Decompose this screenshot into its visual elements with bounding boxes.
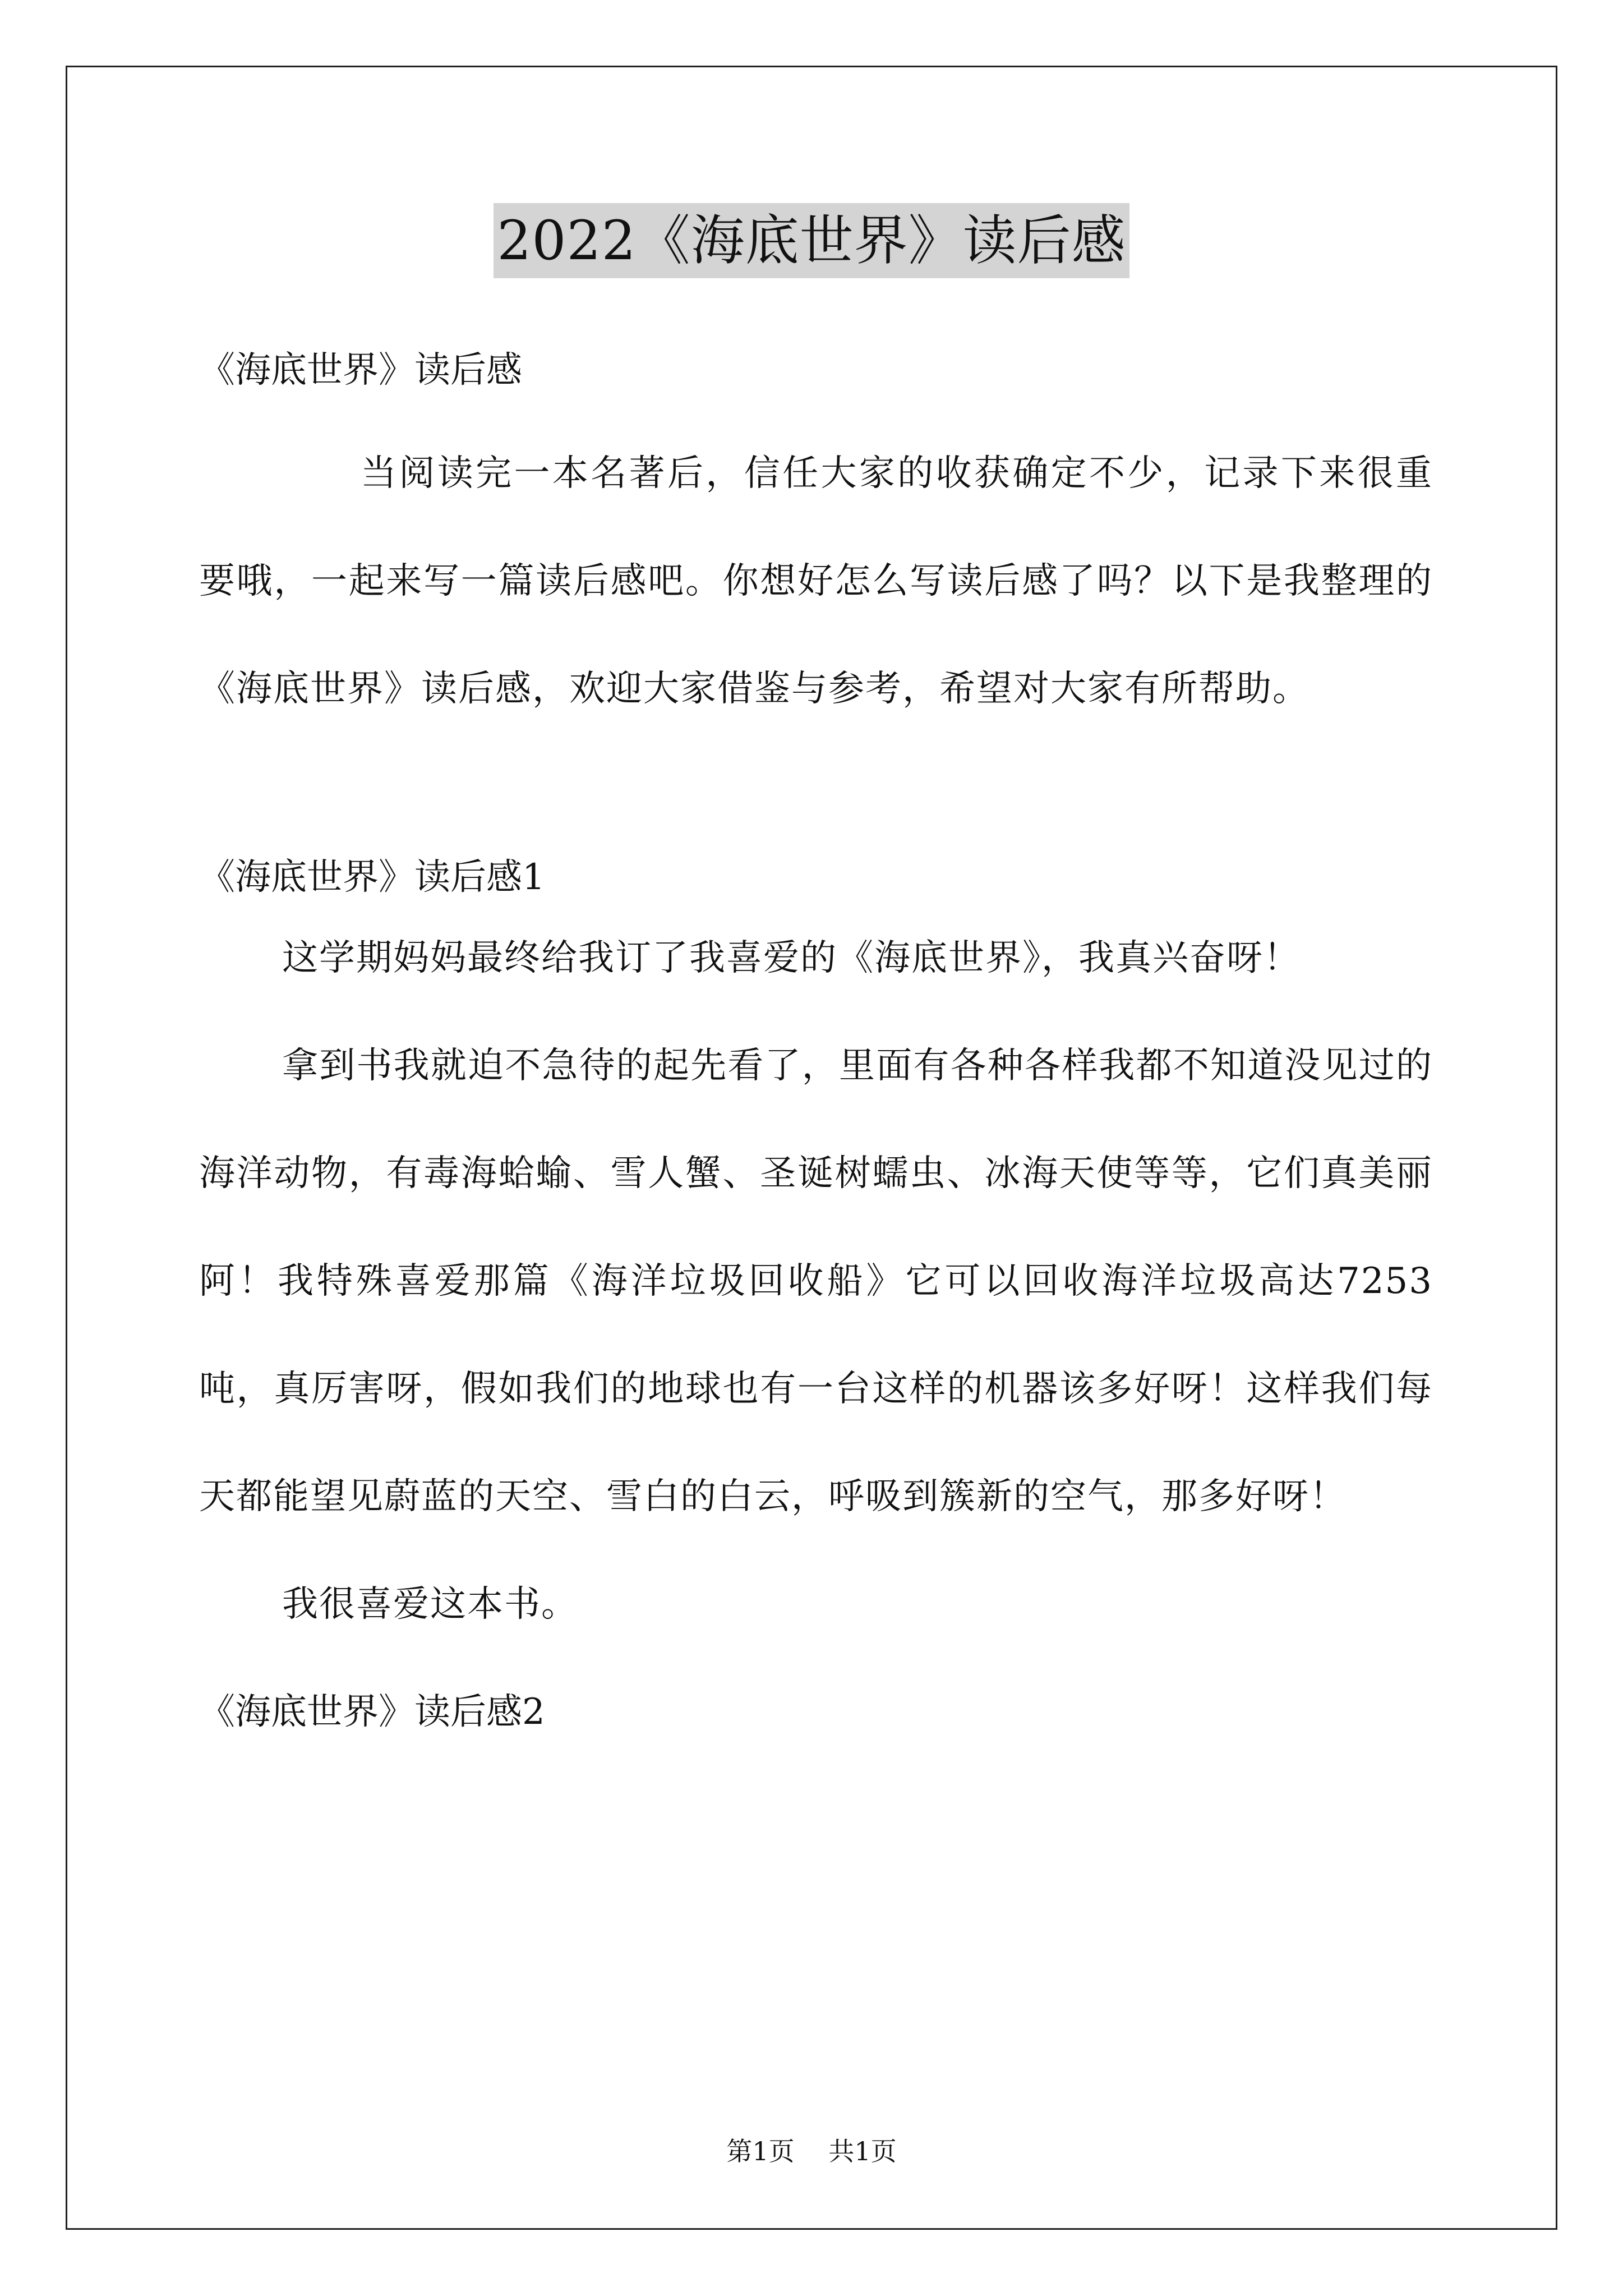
section-heading-1: 《海底世界》读后感1 xyxy=(199,857,545,898)
page-total: 共1页 xyxy=(828,2136,897,2166)
section-heading-2: 《海底世界》读后感2 xyxy=(199,1691,545,1733)
section1-paragraph-1: 这学期妈妈最终给我订了我喜爱的《海底世界》，我真兴奋呀！ xyxy=(282,937,1301,979)
document-body xyxy=(199,314,1433,1739)
document-title: 2022《海底世界》读后感 xyxy=(494,203,1129,278)
section1-paragraph-3: 我很喜爱这本书。 xyxy=(282,1584,578,1625)
page-footer xyxy=(0,2134,1623,2168)
section1-paragraph-2: 拿到书我就迫不急待的起先看了，里面有各种各样我都不知道没见过的海洋动物，有毒海蛤蝓、雪人蟹、圣诞树蠕虫、冰海天使等等，它们真美丽阿！我特殊喜爱那篇《海洋垃圾回收船》它可以回收海洋垃圾高达7253吨，真厉害呀，假如我们的地球也有一台这样的机器该多好呀！这样我们每天都能望见蔚蓝的天空、雪白的白云，呼吸到簇新的空气，那多好呀！ xyxy=(199,1045,1433,1517)
intro-heading: 《海底世界》读后感 xyxy=(199,349,522,391)
title-container xyxy=(0,203,1623,278)
page-number: 第1页 xyxy=(726,2136,795,2166)
intro-paragraph: 当阅读完一本名著后，信任大家的收获确定不少，记录下来很重要哦，一起来写一篇读后感吧。你想好怎么写读后感了吗？以下是我整理的《海底世界》读后感，欢迎大家借鉴与参考，希望对大家有所帮助。 xyxy=(199,453,1433,710)
